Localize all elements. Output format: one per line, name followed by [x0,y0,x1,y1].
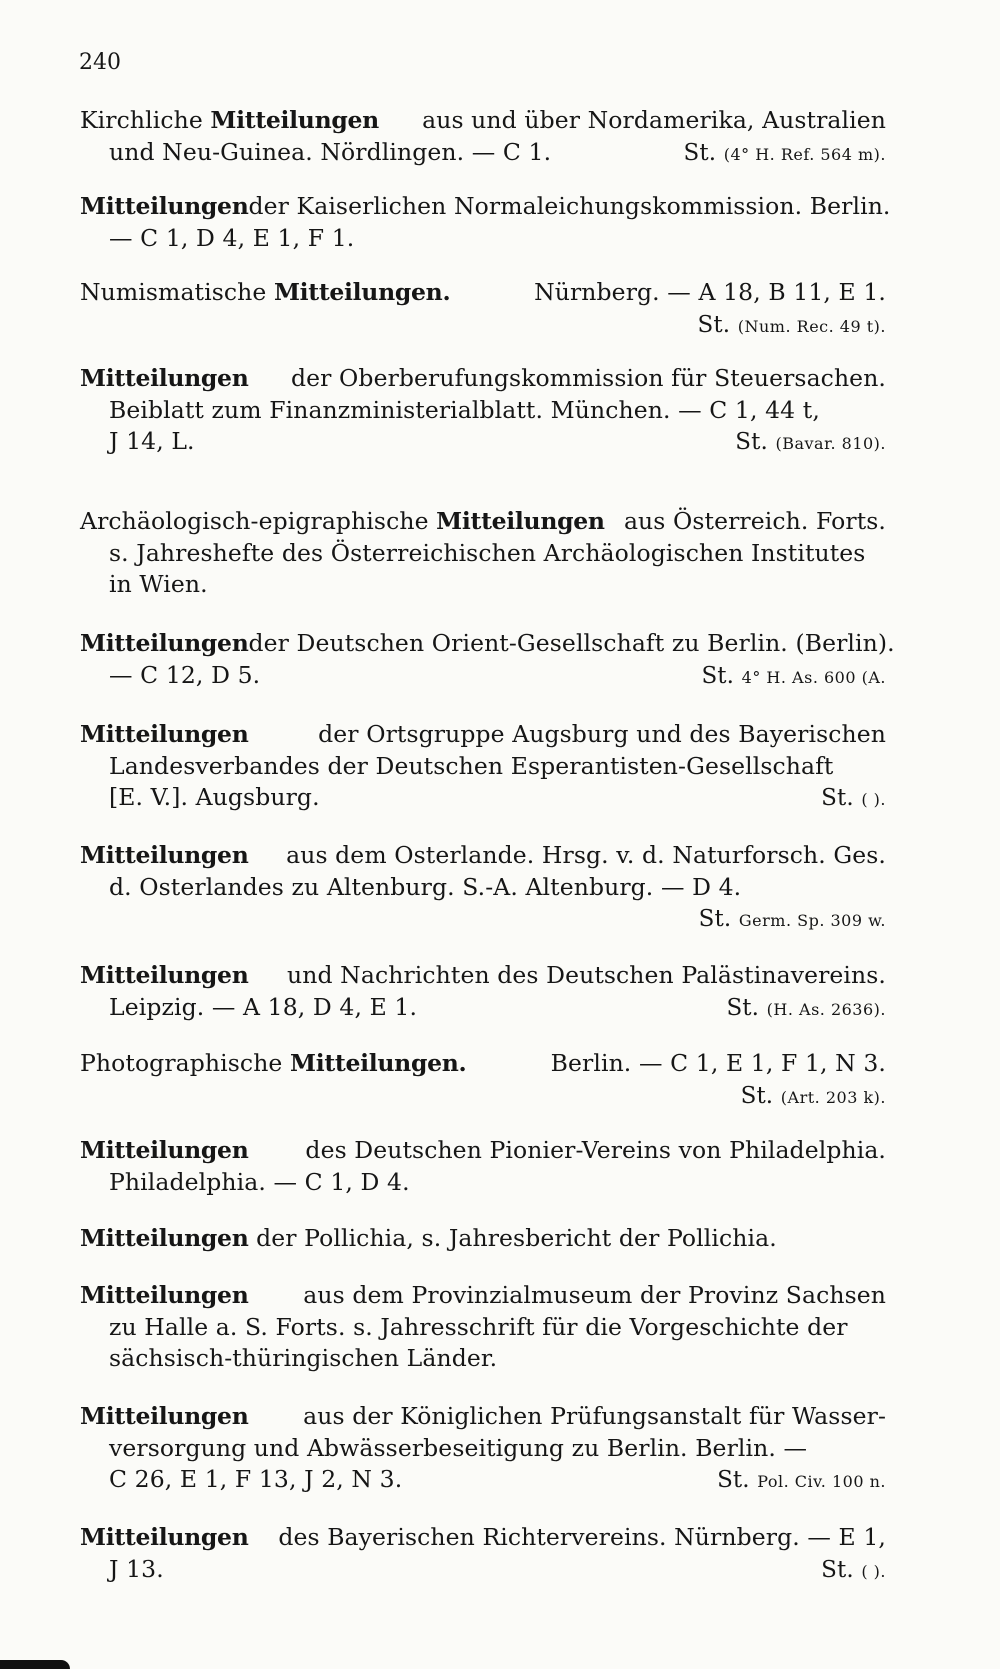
entry-line [80,992,886,1024]
entry-text: versorgung und Abwässerbeseitigung zu Berlin. Berlin. — [109,1433,808,1462]
entry-line: Kirchliche Mitteilungen aus und über Nordamerika, Australien [80,105,886,137]
entry-line [80,751,886,783]
shelfmark: St. ( ). [821,785,886,811]
entry-line [80,628,895,660]
keyword: Mitteilungen [80,192,249,220]
shelfmark: St. (Num. Rec. 49 t). [697,311,886,338]
entry-text: aus und über Nordamerika, Australien [422,106,886,134]
entry-line [80,363,886,395]
entry-line [80,426,886,458]
entry-line [80,872,886,904]
catalog-entry [80,1280,886,1375]
entry-line [80,1080,886,1112]
catalog-entry [80,1048,886,1111]
catalog-entry [80,840,886,935]
entry-text: zu Halle a. S. Forts. s. Jahresschrift für die Vorgeschichte der [109,1312,848,1341]
entry-text: der Ortsgruppe Augsburg und des Bayerischen [318,720,886,748]
entry-text: aus Österreich. Forts. [623,507,886,535]
keyword: Mitteilungen [80,629,249,657]
entry-text: d. Osterlandes zu Altenburg. S.-A. Altenburg. — D 4. [109,872,742,901]
entry-text: C 26, E 1, F 13, J 2, N 3. [109,1465,403,1493]
entry-text: sächsisch-thüringischen Länder. [109,1344,498,1372]
entry-line [80,395,886,427]
catalog-entry [80,960,886,1023]
entry-line [80,1401,886,1433]
catalog-entry [80,719,886,814]
entry-line [80,569,886,601]
entry-text: s. Jahreshefte des Österreichischen Archäologischen Institutes [109,538,866,567]
entry-line: Photographische Mitteilungen. Berlin. — C 1, E 1, F 1, N 3. [80,1048,886,1080]
keyword: Mitteilungen [80,841,249,869]
keyword: Mitteilungen. [273,278,451,306]
entry-line [80,1135,886,1167]
entry-text: Nürnberg. — A 18, B 11, E 1. [534,278,886,306]
entry-text: des Bayerischen Richtervereins. Nürnberg. — E 1, [278,1523,886,1551]
keyword: Mitteilungen [80,364,249,392]
catalog-entry [80,363,886,458]
entry-line [80,191,891,223]
entry-text: der Pollichia, s. Jahresbericht der Pollichia. [248,1224,777,1252]
ink-smudge [0,1660,70,1669]
catalog-entry [80,191,891,254]
entry-text: Beiblatt zum Finanzministerialblatt. München. — C 1, 44 t, [109,395,820,424]
entry-line [80,903,886,935]
entry-line [80,960,886,992]
entry-text: J 13. [109,1554,164,1583]
entry-line [80,1343,886,1375]
keyword: Mitteilungen [436,507,605,535]
entry-text: und Neu-Guinea. Nördlingen. — C 1. [109,137,552,166]
entry-line [80,840,886,872]
entry-text: — C 12, D 5. [109,660,261,689]
catalog-entry [80,1522,886,1585]
entry-line [80,309,886,341]
entry-line [80,137,886,169]
entry-line [80,538,886,570]
entry-line [80,1167,886,1199]
keyword: Mitteilungen [80,1523,249,1551]
entry-text: des Deutschen Pionier-Vereins von Philadelphia. [305,1136,886,1164]
keyword: Mitteilungen [80,1281,249,1309]
shelfmark: St. (Art. 203 k). [740,1082,886,1109]
entry-line [80,1433,886,1465]
entry-text: der Deutschen Orient-Gesellschaft zu Berlin. (Berlin). [248,629,895,657]
entry-text: und Nachrichten des Deutschen Palästinavereins. [287,961,886,989]
entry-text: aus dem Osterlande. Hrsg. v. d. Naturforsch. Ges. [286,841,886,869]
keyword: Mitteilungen [80,720,249,748]
entry-text: der Oberberufungskommission für Steuersachen. [291,364,886,392]
entry-text: aus der Königlichen Prüfungsanstalt für Wasser- [303,1402,886,1430]
entry-line [80,1312,886,1344]
entry-text: aus dem Provinzialmuseum der Provinz Sachsen [303,1281,886,1309]
entry-line [80,719,886,751]
entry-line [80,223,886,255]
shelfmark: St. Pol. Civ. 100 n. [717,1467,886,1493]
entry-text: Landesverbandes der Deutschen Esperantisten-Gesellschaft [109,751,834,780]
keyword: Mitteilungen [80,1402,249,1430]
keyword: Mitteilungen. [290,1049,467,1077]
entry-line [80,1223,886,1255]
entry-line [80,1280,886,1312]
catalog-entry [80,1135,886,1198]
entry-line [80,660,886,692]
shelfmark: St. ( ). [821,1556,886,1583]
shelfmark: St. (4° H. Ref. 564 m). [683,139,886,166]
entry-line [80,1522,886,1554]
entry-text: [E. V.]. Augsburg. [109,783,320,811]
catalog-entry [80,1401,886,1496]
entry-text: — C 1, D 4, E 1, F 1. [109,223,355,252]
shelfmark: St. (Bavar. 810). [735,429,886,455]
entry-text: Leipzig. — A 18, D 4, E 1. [109,992,418,1021]
entry-line [80,1554,886,1586]
entry-text: in Wien. [109,570,208,598]
catalog-entry [80,277,886,340]
shelfmark: St. (H. As. 2636). [726,994,886,1021]
entry-line: Numismatische Mitteilungen. Nürnberg. — A 18, B 11, E 1. [80,277,886,309]
keyword: Mitteilungen [80,1136,249,1164]
entry-line [80,1464,886,1496]
catalog-entry [80,105,886,168]
entry-text: J 14, L. [109,427,195,455]
entry-text: Philadelphia. — C 1, D 4. [109,1167,410,1196]
catalog-entry [80,1223,886,1255]
shelfmark: St. 4° H. As. 600 (A. [701,662,886,689]
page-number: 240 [79,50,121,75]
catalog-entry [80,628,895,691]
keyword: Mitteilungen [80,961,249,989]
keyword: Mitteilungen [210,106,379,134]
entry-line [80,782,886,814]
catalog-entry [80,506,886,601]
entry-line: Archäologisch-epigraphische Mitteilungen aus Österreich. Forts. [80,506,886,538]
entry-text: der Kaiserlichen Normaleichungskommission. Berlin. [248,192,891,220]
shelfmark: St. Germ. Sp. 309 w. [698,906,886,932]
keyword: Mitteilungen [80,1224,249,1252]
entry-text: Berlin. — C 1, E 1, F 1, N 3. [550,1049,886,1077]
